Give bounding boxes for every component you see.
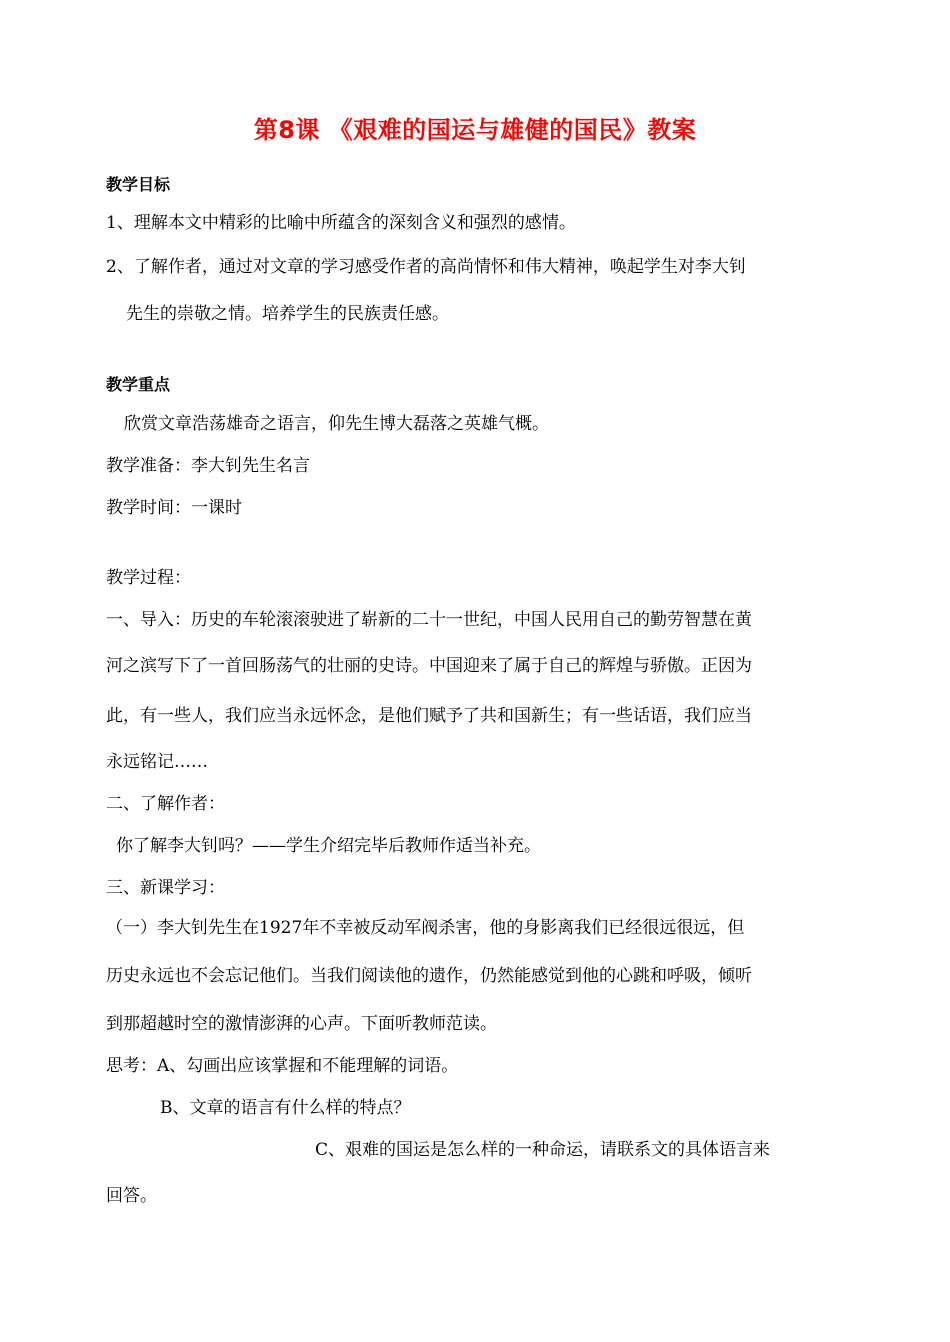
key-points-text: 欣赏文章浩荡雄奇之语言，仰先生博大磊落之英雄气概。 — [124, 414, 549, 434]
key-points-heading: 教学重点 — [106, 375, 171, 394]
intro-line-4: 永远铭记…… — [106, 752, 208, 772]
think-b: B、文章的语言有什么样的特点？ — [160, 1098, 411, 1118]
part1-line-1: （一）李大钊先生在1927年不幸被反动军阀杀害，他的身影离我们已经很远很远，但 — [106, 918, 745, 938]
part1-line-3: 到那超越时空的激情澎湃的心声。下面听教师范读。 — [106, 1014, 497, 1034]
page-title: 第8课 《艰难的国运与雄健的国民》教案 — [253, 116, 697, 144]
objectives-heading: 教学目标 — [106, 175, 171, 194]
author-heading: 二、了解作者： — [106, 794, 225, 814]
time-line: 教学时间：一课时 — [106, 498, 242, 518]
intro-line-1: 一、导入：历史的车轮滚滚驶进了崭新的二十一世纪，中国人民用自己的勤劳智慧在黄 — [106, 610, 752, 630]
process-heading: 教学过程： — [106, 568, 191, 588]
think-c-line-2: 回答。 — [106, 1186, 157, 1206]
objective-item-2-continued: 先生的崇敬之情。培养学生的民族责任感。 — [126, 304, 449, 324]
objective-item-2: 2、了解作者，通过对文章的学习感受作者的高尚情怀和伟大精神，唤起学生对李大钊 — [106, 257, 746, 277]
think-a: 思考：A、勾画出应该掌握和不能理解的词语。 — [106, 1056, 459, 1076]
objective-item-1: 1、理解本文中精彩的比喻中所蕴含的深刻含义和强烈的感情。 — [106, 213, 576, 233]
think-c-line-1: C、艰难的国运是怎么样的一种命运，请联系文的具体语言来 — [315, 1140, 771, 1160]
intro-line-3: 此，有一些人，我们应当永远怀念，是他们赋予了共和国新生；有一些话语，我们应当 — [106, 706, 752, 726]
new-lesson-heading: 三、新课学习： — [106, 878, 225, 898]
intro-line-2: 河之滨写下了一首回肠荡气的壮丽的史诗。中国迎来了属于自己的辉煌与骄傲。正因为 — [106, 656, 752, 676]
preparation-line: 教学准备：李大钊先生名言 — [106, 456, 310, 476]
author-text: 你了解李大钊吗？——学生介绍完毕后教师作适当补充。 — [116, 836, 541, 856]
part1-line-2: 历史永远也不会忘记他们。当我们阅读他的遗作，仍然能感觉到他的心跳和呼吸，倾听 — [106, 966, 752, 986]
